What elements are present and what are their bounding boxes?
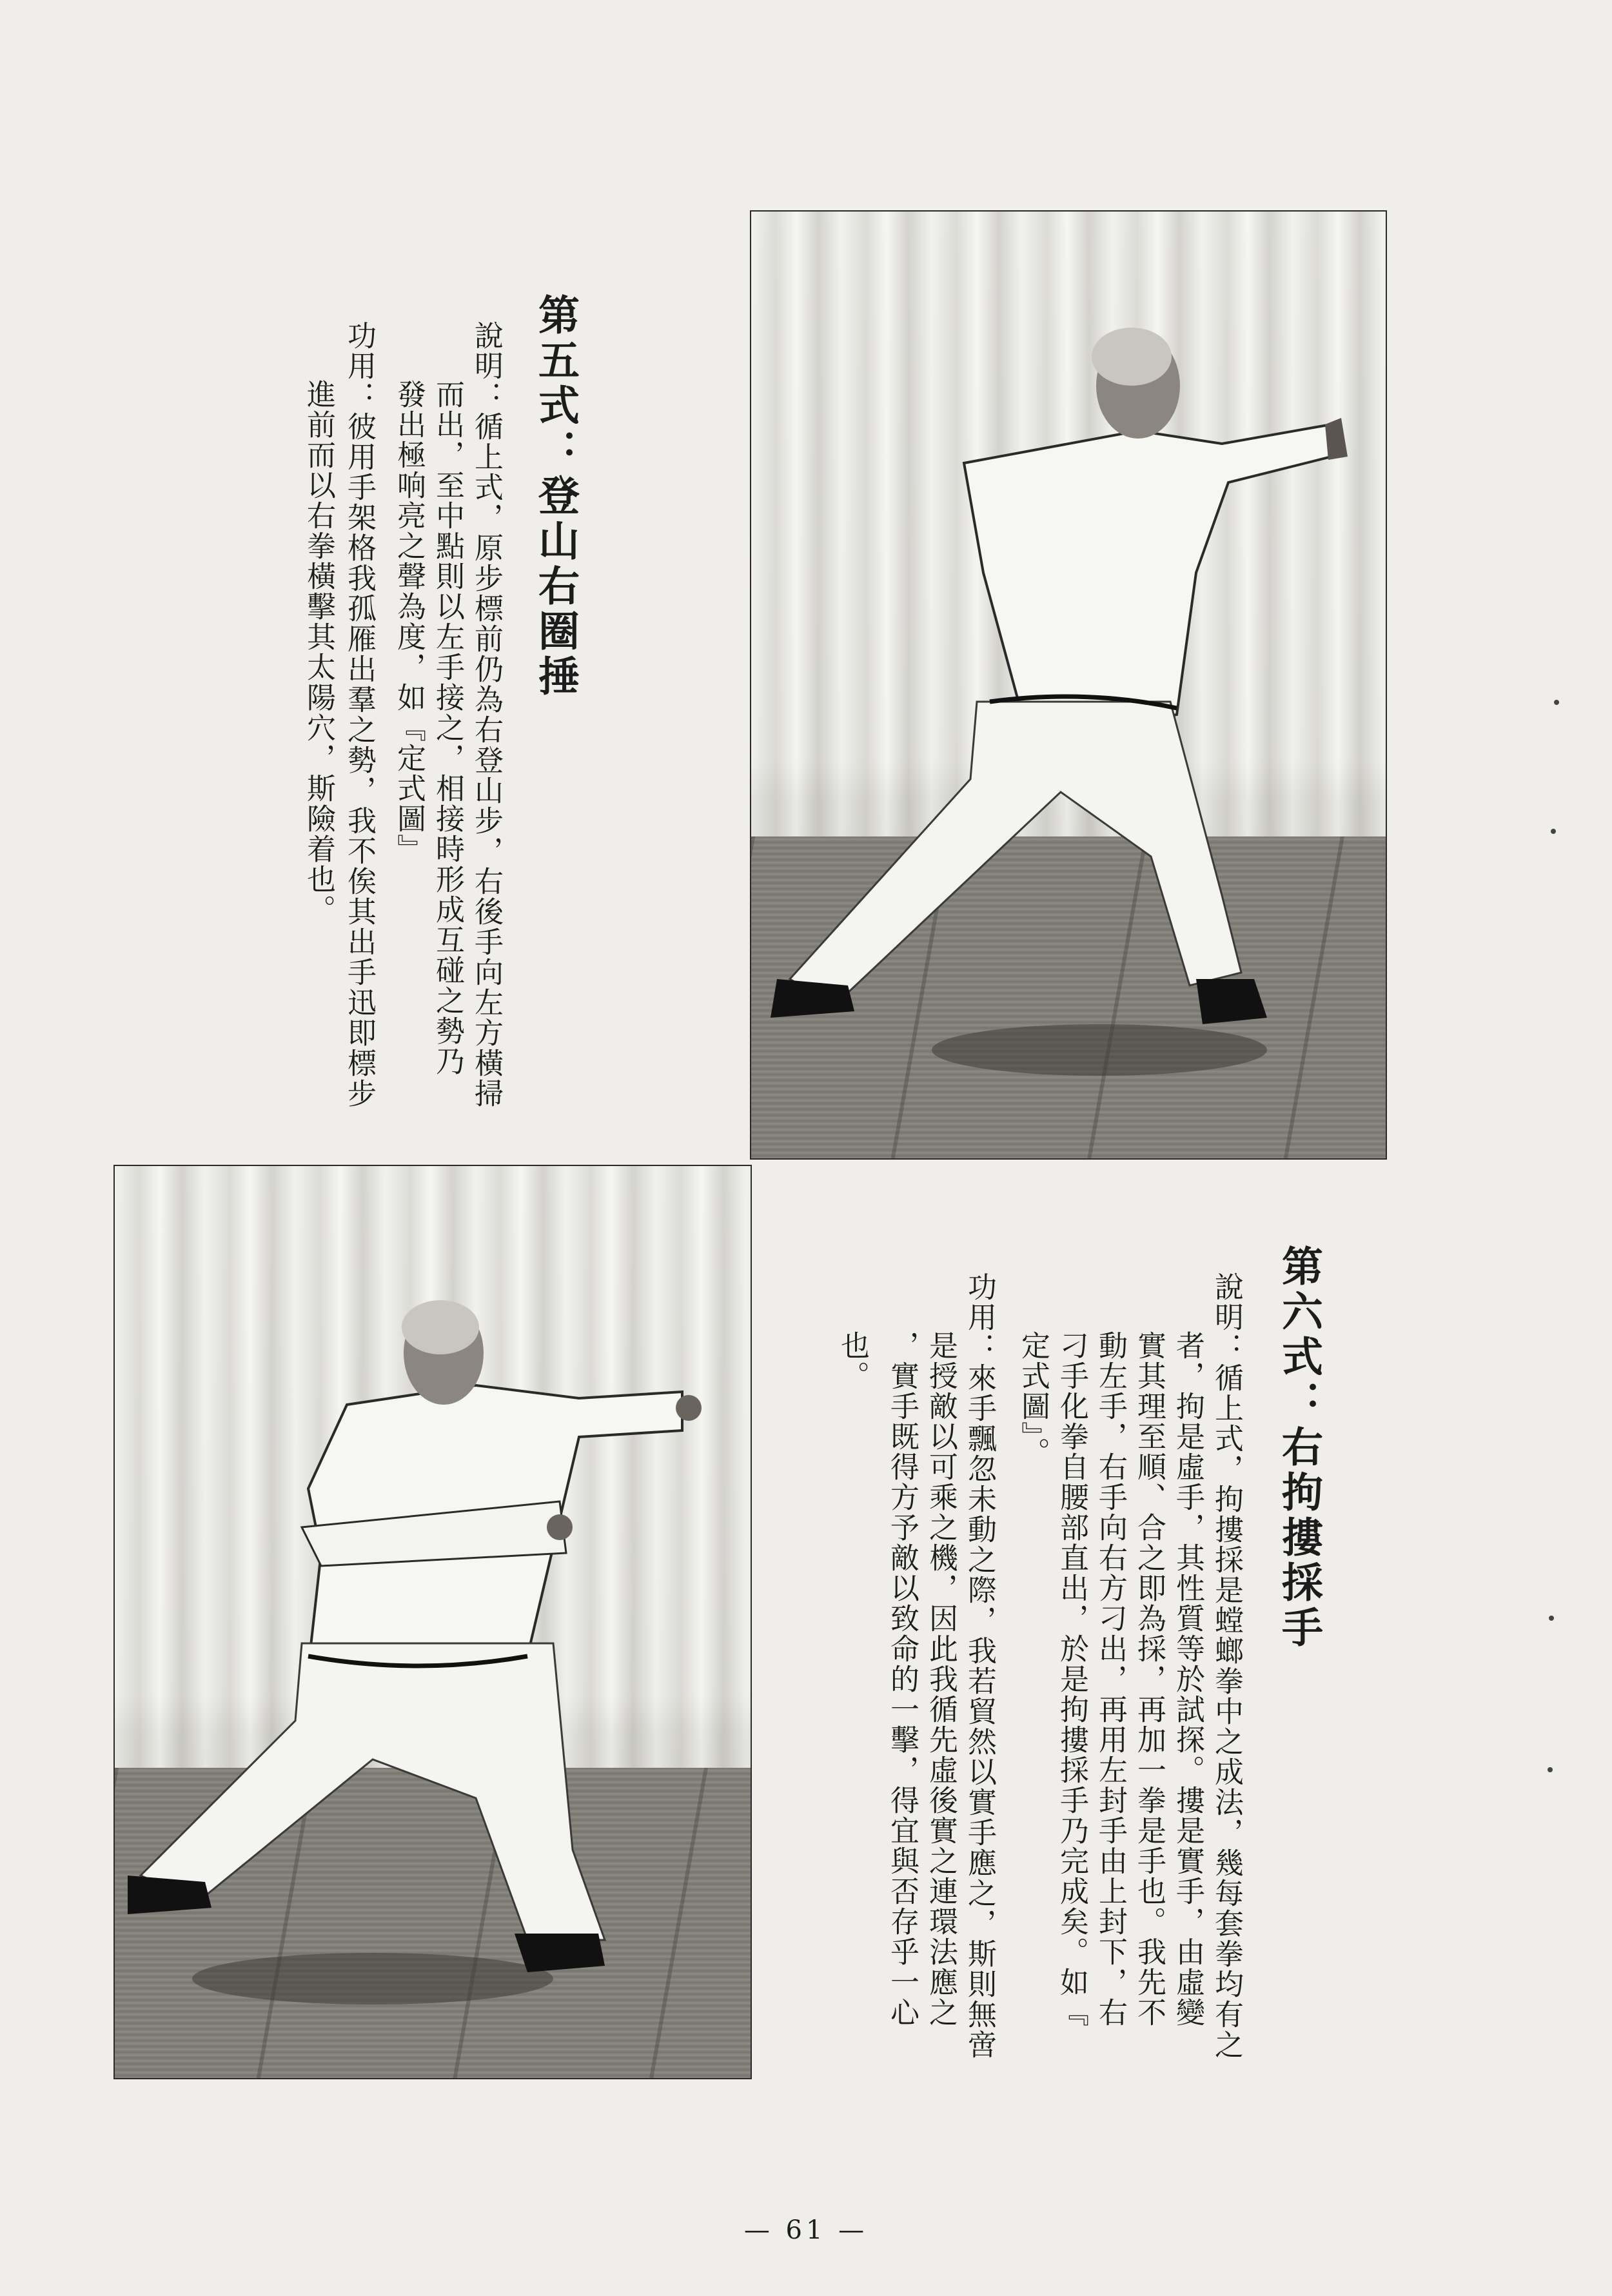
section-6-usage-line: 也。 bbox=[836, 1331, 870, 1391]
binding-hole bbox=[1549, 1616, 1554, 1621]
section-5-usage-line: 功用：彼用手架格我孤雁出羣之勢，我不俟其出手迅即標步 bbox=[342, 321, 377, 1109]
section-5-usage-line: 進前而以右拳橫擊其太陽穴，斯險着也。 bbox=[302, 379, 336, 925]
section-6-usage-line: 是授敵以可乘之機，因此我循先虛後實之連環法應之 bbox=[924, 1331, 958, 2028]
section-6-explanation-line: 動左手，右手向右方刁出，再用左封手由上封下，右 bbox=[1094, 1331, 1128, 2028]
section-6-title: 第六式：右拘摟採手 bbox=[1275, 1245, 1323, 1651]
section-6-usage-line: 功用：來手飄忽未動之際，我若貿然以實手應之，斯則無啻 bbox=[963, 1272, 997, 2060]
section-6-explanation-line: 實其理至順、合之即為採，再加一拳是手也。我先不 bbox=[1132, 1331, 1166, 2028]
photo-right-hook-grab bbox=[113, 1165, 752, 2079]
section-5-title: 第五式：登山右圈捶 bbox=[531, 293, 580, 700]
binding-hole bbox=[1548, 1767, 1553, 1772]
section-6-explanation-line: 刁手化拳自腰部直出，於是拘摟採手乃完成矣。如『 bbox=[1055, 1331, 1089, 2028]
section-6-explanation-line: 說明：循上式，拘摟採是螳螂拳中之成法，幾每套拳均有之 bbox=[1210, 1272, 1244, 2060]
section-6-usage-line: ，實手既得方予敵以致命的一擊，得宜與否存乎一心 bbox=[885, 1331, 919, 2028]
binding-hole bbox=[1551, 829, 1556, 834]
photo-right-circle-punch bbox=[750, 210, 1387, 1160]
page-number: — 61 — bbox=[743, 2215, 869, 2245]
binding-hole bbox=[1554, 700, 1559, 705]
martial-artist-figure-2 bbox=[115, 1166, 751, 2078]
section-5-explanation-line: 說明：循上式，原步標前仍為右登山步，右後手向左方橫掃 bbox=[469, 321, 504, 1109]
section-5-explanation-line: 而出，至中點則以左手接之，相接時形成互碰之勢乃 bbox=[431, 379, 465, 1076]
section-6-explanation-line: 者，拘是虛手，其性質等於試探。摟是實手，由虛變 bbox=[1171, 1331, 1205, 2028]
section-6-explanation-line: 定式圖』。 bbox=[1016, 1331, 1050, 1468]
martial-artist-figure-1 bbox=[751, 212, 1386, 1158]
section-5-explanation-line: 發出極响亮之聲為度，如『定式圖』 bbox=[392, 379, 426, 864]
